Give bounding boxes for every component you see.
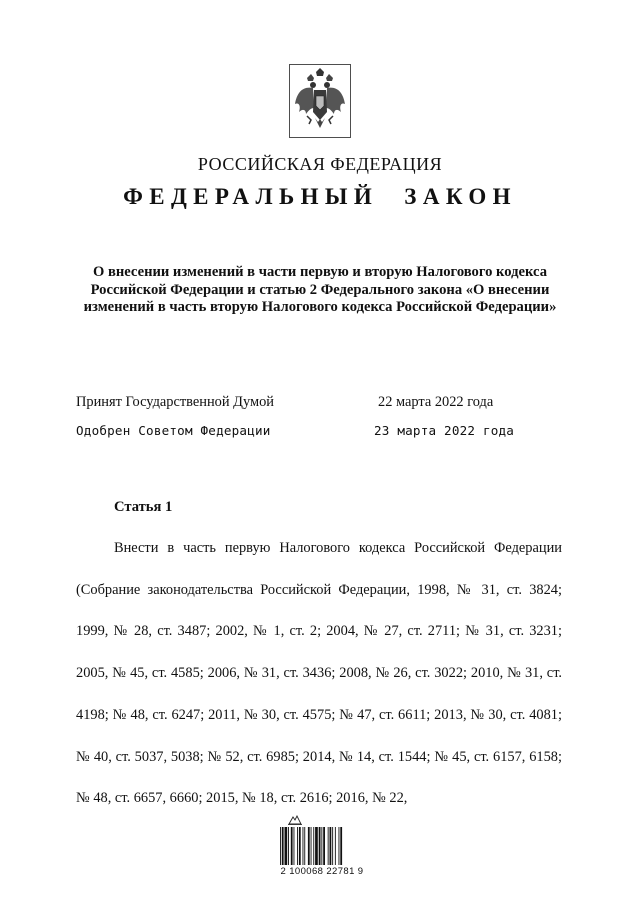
barcode-bar (308, 827, 310, 865)
barcode-bars (280, 827, 362, 865)
barcode-bar (315, 827, 318, 865)
barcode-bar (335, 827, 336, 865)
barcode-number: 2 100068 22781 9 (280, 866, 364, 877)
barcode-bar (303, 827, 304, 865)
article-body-text: Внести в часть первую Налогового кодекса Российской Федерации (Собрание законодательства Российской Федерации, 1998, № 31, ст. 3824; 1999, № 28, ст. 3487; 2002, № 1, ст. 2; 2004, № 27, ст. 2711; № 31, ст. 3231; 2005, № 45, ст. 4585; 2006, № 31, ст. 3436; 2008, № 26, ст. 3022; 2010, № 31, ст. 4198; № 48, ст. 6247; 2011, № 30, ст. 4575; № 47, ст. 6611; 2013, № 30, ст. 4081; № 40, ст. 5037, 5038; № 52, ст. 6985; 2014, № 14, ст. 1544; № 45, ст. 6157, 6158; № 48, ст. 6657, 6660; 2015, № 18, ст. 2616; 2016, № 22, (76, 540, 562, 807)
barcode-bar (319, 827, 321, 865)
article-heading: Статья 1 (114, 499, 173, 515)
barcode-bar (339, 827, 340, 865)
barcode-bar (280, 827, 281, 865)
barcode-bar (304, 827, 305, 865)
barcode-bar (313, 827, 314, 865)
barcode-bar (340, 827, 342, 865)
barcode-bar (330, 827, 332, 865)
barcode-bar (297, 827, 298, 865)
country-name: РОССИЙСКАЯ ФЕДЕРАЦИЯ (197, 154, 443, 174)
barcode-bar (321, 827, 322, 865)
adoption-date: 22 марта 2022 года (378, 394, 494, 410)
barcode-bar (291, 827, 293, 865)
barcode-bar (294, 827, 295, 865)
barcode-bar (332, 827, 333, 865)
barcode-bar (323, 827, 325, 865)
barcode-bar (285, 827, 288, 865)
adoption-label: Принят Государственной Думой (76, 394, 274, 410)
law-type-heading: ФЕДЕРАЛЬНЫЙ ЗАКОН (123, 184, 517, 209)
barcode-bar (328, 827, 329, 865)
barcode-bar (299, 827, 301, 865)
adoption-date: 23 марта 2022 года (374, 423, 515, 438)
coat-of-arms-icon (289, 64, 351, 138)
barcode-bar (311, 827, 312, 865)
publisher-mark-icon (288, 815, 302, 825)
barcode (280, 815, 366, 881)
adoption-label: Одобрен Советом Федерации (76, 423, 271, 438)
law-title: О внесении изменений в части первую и вторую Налогового кодекса Российской Федерации и статью 2 Федерального закона «О внесении изменений в часть вторую Налогового кодекса Российской Федерации» (83, 264, 557, 315)
barcode-bar (282, 827, 284, 865)
barcode-bar (288, 827, 289, 865)
